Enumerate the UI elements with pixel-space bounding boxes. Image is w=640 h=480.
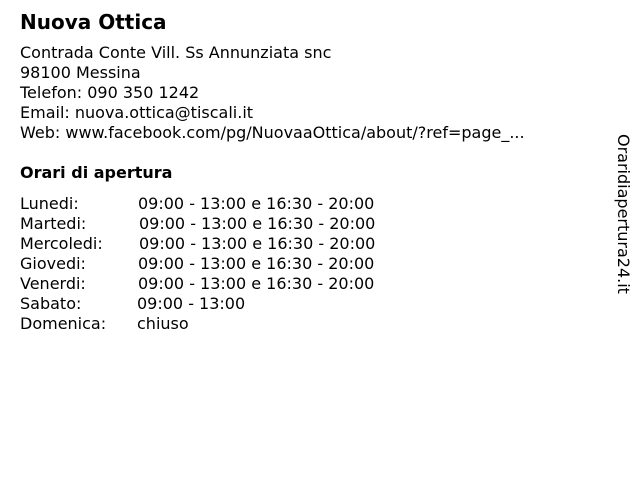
- time-value: 09:00 - 13:00 e 16:30 - 20:00: [139, 234, 376, 253]
- hours-row-tuesday: [20, 214, 440, 234]
- address-line-1: Contrada Conte Vill. Ss Annunziata snc: [20, 43, 332, 62]
- store-title: Nuova Ottica: [20, 10, 167, 34]
- day-label: Domenica:: [20, 314, 107, 333]
- time-value: chiuso: [137, 314, 189, 333]
- web-line: Web: www.facebook.com/pg/NuovaaOttica/about/?ref=page_...: [20, 123, 525, 142]
- time-value: 09:00 - 13:00: [137, 294, 246, 313]
- hours-row-friday: [20, 274, 440, 294]
- hours-row-saturday: [20, 294, 440, 314]
- hours-row-sunday: [20, 314, 440, 334]
- day-label: Lunedi:: [20, 194, 79, 213]
- opening-hours-table: [20, 194, 440, 334]
- day-label: Giovedi:: [20, 254, 86, 273]
- hours-row-thursday: [20, 254, 440, 274]
- hours-heading: Orari di apertura: [20, 163, 173, 182]
- day-label: Venerdi:: [20, 274, 86, 293]
- time-value: 09:00 - 13:00 e 16:30 - 20:00: [139, 214, 376, 233]
- phone-line: Telefon: 090 350 1242: [20, 83, 200, 102]
- hours-row-monday: [20, 194, 440, 214]
- time-value: 09:00 - 13:00 e 16:30 - 20:00: [138, 194, 375, 213]
- day-label: Martedi:: [20, 214, 87, 233]
- store-info: [20, 43, 525, 143]
- address-line-2: 98100 Messina: [20, 63, 141, 82]
- site-watermark: Oraridiapertura24.it: [614, 134, 633, 294]
- day-label: Mercoledi:: [20, 234, 103, 253]
- hours-row-wednesday: [20, 234, 440, 254]
- time-value: 09:00 - 13:00 e 16:30 - 20:00: [138, 274, 375, 293]
- day-label: Sabato:: [20, 294, 82, 313]
- email-line: Email: nuova.ottica@tiscali.it: [20, 103, 254, 122]
- time-value: 09:00 - 13:00 e 16:30 - 20:00: [138, 254, 375, 273]
